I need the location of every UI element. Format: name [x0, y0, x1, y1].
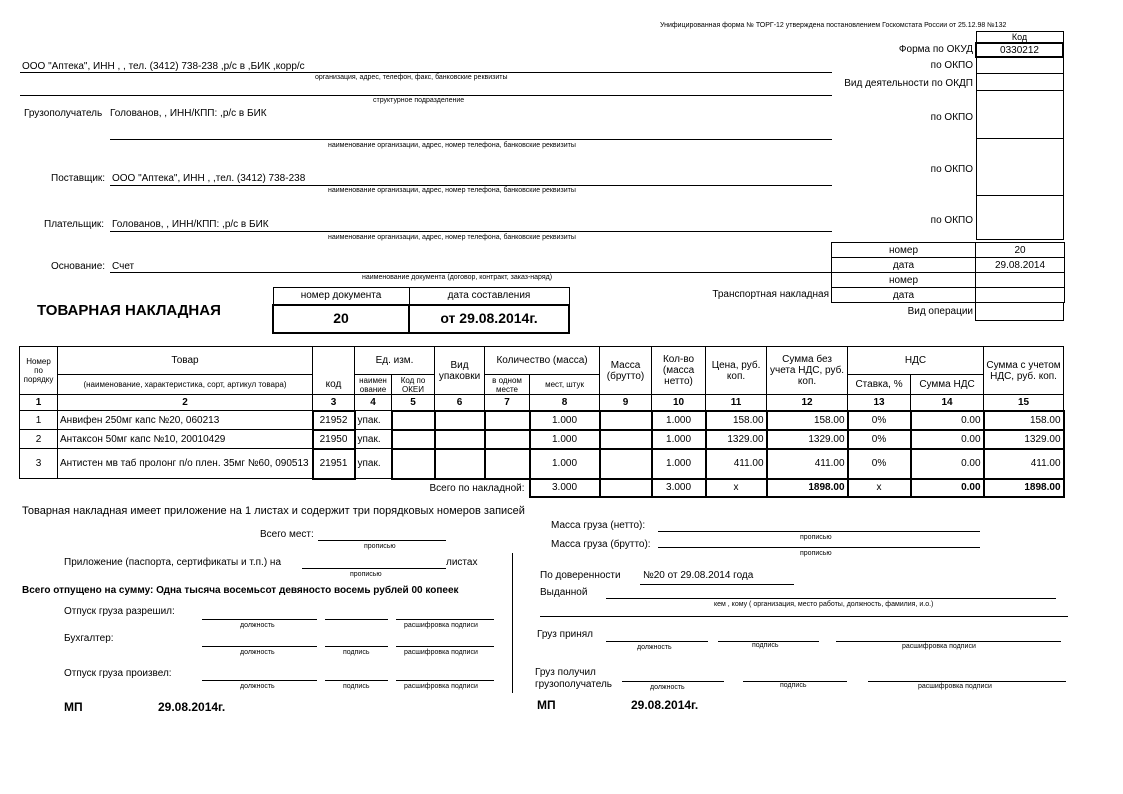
- codes-table: [975, 31, 1064, 240]
- row-pack: [435, 449, 485, 479]
- row-vat: 0.00: [911, 430, 984, 449]
- okud-value: 0330212: [976, 43, 1063, 57]
- transport-label: Транспортная накладная: [712, 289, 829, 300]
- stamp-right: МП: [537, 698, 556, 712]
- operation-box: [975, 302, 1064, 321]
- col-num-10: 10: [652, 395, 706, 411]
- row-n: 2: [20, 430, 58, 449]
- row-sum-vat: 411.00: [984, 449, 1064, 479]
- release-made-sign-line: [325, 680, 388, 681]
- h-pack: Вид упаковки: [435, 347, 485, 395]
- transport-date-value: [976, 288, 1065, 303]
- payer-caption: наименование организации, адрес, номер телефона, банковские реквизиты: [328, 234, 576, 241]
- row-name: Антистен мв таб пролонг п/о плен. 35мг №60, 090513: [58, 449, 313, 479]
- col-num-11: 11: [706, 395, 767, 411]
- accountant-dec-line: [396, 646, 494, 647]
- cargo-received-signature: подпись: [780, 682, 807, 689]
- release-made-signature: подпись: [343, 683, 370, 690]
- accountant-signature: подпись: [343, 649, 370, 656]
- row-sum-novat: 158.00: [767, 411, 848, 430]
- row-pack: [435, 411, 485, 430]
- col-num-2: 2: [58, 395, 313, 411]
- release-allowed-pos-line: [202, 619, 317, 620]
- issued-line-2: [540, 616, 1068, 617]
- attachment-in-words: прописью: [350, 571, 382, 578]
- net-mass-in-words: прописью: [800, 534, 832, 541]
- release-allowed-label: Отпуск груза разрешил:: [64, 606, 175, 617]
- doc-date-header: дата составления: [409, 288, 569, 305]
- h-vat-sum: Сумма НДС: [911, 375, 984, 395]
- total-rate: x: [848, 479, 911, 497]
- consignee-label: Грузополучатель: [24, 108, 103, 119]
- row-net: 1.000: [652, 411, 706, 430]
- cargo-accepted-signature: подпись: [752, 642, 779, 649]
- payer-label: Плательщик:: [44, 219, 105, 230]
- h-goods-code-top: [313, 347, 355, 375]
- row-price: 411.00: [706, 449, 767, 479]
- date-left: 29.08.2014г.: [158, 700, 226, 714]
- h-gross: Масса (брутто): [600, 347, 652, 395]
- okpo-label: по ОКПО: [930, 60, 973, 71]
- gross-mass-label: Масса груза (брутто):: [551, 539, 651, 550]
- row-sum-vat: 1329.00: [984, 430, 1064, 449]
- gross-mass-line: [658, 547, 980, 548]
- date-right: 29.08.2014г.: [631, 698, 699, 712]
- h-unit-name: наимен ование: [355, 375, 392, 395]
- release-allowed-dec-line: [396, 619, 494, 620]
- row-pack: [435, 430, 485, 449]
- organization-text: ООО "Аптека", ИНН , , тел. (3412) 738-238 ,р/с в ,БИК ,корр/с: [22, 61, 305, 72]
- supplier-value: ООО "Аптека", ИНН , ,тел. (3412) 738-238: [112, 173, 306, 184]
- h-vat-rate: Ставка, %: [848, 375, 911, 395]
- row-unit: упак.: [355, 411, 392, 430]
- cargo-accepted-dec-line: [836, 641, 1061, 642]
- total-net: 3.000: [652, 479, 706, 497]
- transport-number-label: номер: [832, 273, 976, 288]
- row-n: 3: [20, 449, 58, 479]
- consignee-value: Голованов, , ИНН/КПП: ,р/с в БИК: [110, 108, 267, 119]
- cargo-accepted-position: должность: [637, 644, 672, 651]
- appendix-note: Товарная накладная имеет приложение на 1 листах и содержит три порядковых номеров записей: [22, 505, 525, 517]
- doc-number: 20: [273, 305, 409, 333]
- total-sum-vat: 1898.00: [984, 479, 1064, 497]
- row-gross: [600, 430, 652, 449]
- cargo-received-position: должность: [650, 684, 685, 691]
- total-pieces: 3.000: [530, 479, 600, 497]
- cargo-received-dec-line: [868, 681, 1066, 682]
- col-num-6: 6: [435, 395, 485, 411]
- okdp-cell: [976, 73, 1063, 90]
- release-made-dec-line: [396, 680, 494, 681]
- row-price: 1329.00: [706, 430, 767, 449]
- transport-number-value: [976, 273, 1065, 288]
- okpo4-cell: [976, 195, 1063, 239]
- sheets-label: листах: [446, 557, 478, 568]
- row-pieces: 1.000: [530, 411, 600, 430]
- row-vat: 0.00: [911, 411, 984, 430]
- col-num-15: 15: [984, 395, 1064, 411]
- row-gross: [600, 411, 652, 430]
- okud-label: Форма по ОКУД: [898, 44, 973, 55]
- col-num-12: 12: [767, 395, 848, 411]
- h-unit-okei: Код по ОКЕИ: [392, 375, 435, 395]
- col-num-14: 14: [911, 395, 984, 411]
- row-rate: 0%: [848, 430, 911, 449]
- row-unit: упак.: [355, 430, 392, 449]
- total-sum-novat: 1898.00: [767, 479, 848, 497]
- subdivision-caption: структурное подразделение: [373, 97, 465, 104]
- ref-date-label: дата: [832, 258, 976, 273]
- release-allowed-position: должность: [240, 622, 275, 629]
- stamp-left: МП: [64, 700, 83, 714]
- total-released: Всего отпущено на сумму: Одна тысяча восемьсот девяносто восемь рублей 00 копеек: [22, 585, 459, 596]
- row-price: 158.00: [706, 411, 767, 430]
- ref-number-label: номер: [832, 243, 976, 258]
- col-num-4: 4: [355, 395, 392, 411]
- accountant-sign-line: [325, 646, 388, 647]
- table-row: [20, 430, 1064, 449]
- goods-table: [19, 346, 1065, 498]
- total-price: x: [706, 479, 767, 497]
- row-name: Антаксон 50мг капс №10, 20010429: [58, 430, 313, 449]
- codes-header: Код: [976, 32, 1063, 44]
- doc-number-table: [272, 287, 570, 334]
- cargo-received-pos-line: [622, 681, 724, 682]
- h-unit: Ед. изм.: [355, 347, 435, 375]
- row-code: 21951: [313, 449, 355, 479]
- h-price: Цена, руб. коп.: [706, 347, 767, 395]
- h-goods: Товар: [58, 347, 313, 375]
- release-made-pos-line: [202, 680, 317, 681]
- h-qty-pieces: мест, штук: [530, 375, 600, 395]
- subdivision-line: [20, 95, 832, 96]
- doc-ref-table: [831, 242, 1065, 303]
- row-net: 1.000: [652, 449, 706, 479]
- basis-line: [110, 272, 832, 273]
- okpo3-label: по ОКПО: [930, 164, 973, 175]
- row-pieces: 1.000: [530, 430, 600, 449]
- cargo-accepted-label: Груз принял: [537, 629, 594, 640]
- accountant-decoding: расшифровка подписи: [404, 649, 478, 656]
- row-pieces: 1.000: [530, 449, 600, 479]
- consignee-line: [110, 139, 832, 140]
- row-place: [485, 430, 530, 449]
- issued-label: Выданной: [540, 587, 588, 598]
- gross-mass-in-words: прописью: [800, 550, 832, 557]
- okpo3-cell: [976, 138, 1063, 195]
- payer-value: Голованов, , ИНН/КПП: ,р/с в БИК: [112, 219, 269, 230]
- accountant-label: Бухгалтер:: [64, 633, 114, 644]
- col-num-5: 5: [392, 395, 435, 411]
- attachment-line: [302, 568, 446, 569]
- row-name: Анвифен 250мг капс №20, 060213: [58, 411, 313, 430]
- organization-line: [20, 72, 832, 73]
- issued-line: [606, 598, 1056, 599]
- row-n: 1: [20, 411, 58, 430]
- okpo2-cell: [976, 90, 1063, 138]
- total-gross: [600, 479, 652, 497]
- total-label: Всего по накладной:: [429, 482, 525, 494]
- h-qty: Количество (масса): [485, 347, 600, 375]
- col-num-9: 9: [600, 395, 652, 411]
- poa-line: [640, 584, 794, 585]
- row-net: 1.000: [652, 430, 706, 449]
- table-row: [20, 411, 1064, 430]
- cargo-accepted-decoding: расшифровка подписи: [902, 643, 976, 650]
- col-num-1: 1: [20, 395, 58, 411]
- h-qty-place: в одном месте: [485, 375, 530, 395]
- doc-date: от 29.08.2014г.: [409, 305, 569, 333]
- row-code: 21950: [313, 430, 355, 449]
- release-allowed-decoding: расшифровка подписи: [404, 622, 478, 629]
- release-made-label: Отпуск груза произвел:: [64, 668, 172, 679]
- h-vat: НДС: [848, 347, 984, 375]
- basis-caption: наименование документа (договор, контракт, заказ-наряд): [362, 274, 553, 281]
- row-okei: [392, 430, 435, 449]
- accountant-position: должность: [240, 649, 275, 656]
- row-code: 21952: [313, 411, 355, 430]
- row-okei: [392, 449, 435, 479]
- totals-empty-1: [20, 479, 58, 497]
- h-sum-novat: Сумма без учета НДС, руб. коп.: [767, 347, 848, 395]
- col-num-7: 7: [485, 395, 530, 411]
- basis-label: Основание:: [51, 261, 106, 272]
- totals-row: [20, 479, 1064, 497]
- release-made-decoding: расшифровка подписи: [404, 683, 478, 690]
- h-goods-sub: (наименование, характеристика, сорт, артикул товара): [58, 375, 313, 395]
- okpo-cell: [976, 57, 1063, 73]
- footer-divider: [512, 553, 513, 693]
- row-place: [485, 411, 530, 430]
- row-sum-novat: 411.00: [767, 449, 848, 479]
- col-num-13: 13: [848, 395, 911, 411]
- cargo-received-label-1: Груз получил: [535, 667, 596, 678]
- h-net: Кол-во (масса нетто): [652, 347, 706, 395]
- h-code: код: [313, 375, 355, 395]
- ref-number-value: 20: [976, 243, 1065, 258]
- payer-line: [110, 231, 832, 232]
- poa-value: №20 от 29.08.2014 года: [643, 570, 754, 581]
- doc-number-header: номер документа: [273, 288, 409, 305]
- places-line: [318, 540, 446, 541]
- places-label: Всего мест:: [260, 529, 314, 540]
- release-made-position: должность: [240, 683, 275, 690]
- row-okei: [392, 411, 435, 430]
- ref-date-value: 29.08.2014: [976, 258, 1065, 273]
- poa-label: По доверенности: [540, 570, 621, 581]
- consignee-caption: наименование организации, адрес, номер телефона, банковские реквизиты: [328, 142, 576, 149]
- issued-caption: кем , кому ( организация, место работы, должность, фамилия, и.о.): [714, 601, 934, 608]
- form-header: Унифицированная форма № ТОРГ-12 утверждена постановлением Госкомстата России от 25.12.98 №132: [660, 22, 1007, 29]
- transport-date-label: дата: [832, 288, 976, 303]
- row-gross: [600, 449, 652, 479]
- supplier-caption: наименование организации, адрес, номер телефона, банковские реквизиты: [328, 187, 576, 194]
- table-row: [20, 449, 1064, 479]
- cargo-received-decoding: расшифровка подписи: [918, 683, 992, 690]
- row-unit: упак.: [355, 449, 392, 479]
- supplier-label: Поставщик:: [51, 173, 106, 184]
- organization-caption: организация, адрес, телефон, факс, банковские реквизиты: [315, 74, 508, 81]
- supplier-line: [110, 185, 832, 186]
- accountant-pos-line: [202, 646, 317, 647]
- col-num-3: 3: [313, 395, 355, 411]
- okpo2-label: по ОКПО: [930, 112, 973, 123]
- total-vat: 0.00: [911, 479, 984, 497]
- attachment-label: Приложение (паспорта, сертификаты и т.п.) на: [64, 557, 282, 568]
- places-in-words: прописью: [364, 543, 396, 550]
- cargo-received-label-2: грузополучатель: [535, 679, 613, 690]
- row-vat: 0.00: [911, 449, 984, 479]
- h-sum-vat: Сумма с учетом НДС, руб. коп.: [984, 347, 1064, 395]
- col-num-8: 8: [530, 395, 600, 411]
- h-num: Номер по порядку: [20, 347, 58, 395]
- okpo4-label: по ОКПО: [930, 215, 973, 226]
- net-mass-label: Масса груза (нетто):: [551, 520, 646, 531]
- row-sum-vat: 158.00: [984, 411, 1064, 430]
- row-rate: 0%: [848, 449, 911, 479]
- document-title: ТОВАРНАЯ НАКЛАДНАЯ: [37, 302, 221, 319]
- row-place: [485, 449, 530, 479]
- net-mass-line: [658, 531, 980, 532]
- release-allowed-sign-line: [325, 619, 388, 620]
- operation-label: Вид операции: [907, 306, 973, 317]
- basis-value: Счет: [112, 261, 135, 272]
- cargo-accepted-pos-line: [606, 641, 708, 642]
- okdp-label: Вид деятельности по ОКДП: [844, 78, 973, 89]
- row-rate: 0%: [848, 411, 911, 430]
- row-sum-novat: 1329.00: [767, 430, 848, 449]
